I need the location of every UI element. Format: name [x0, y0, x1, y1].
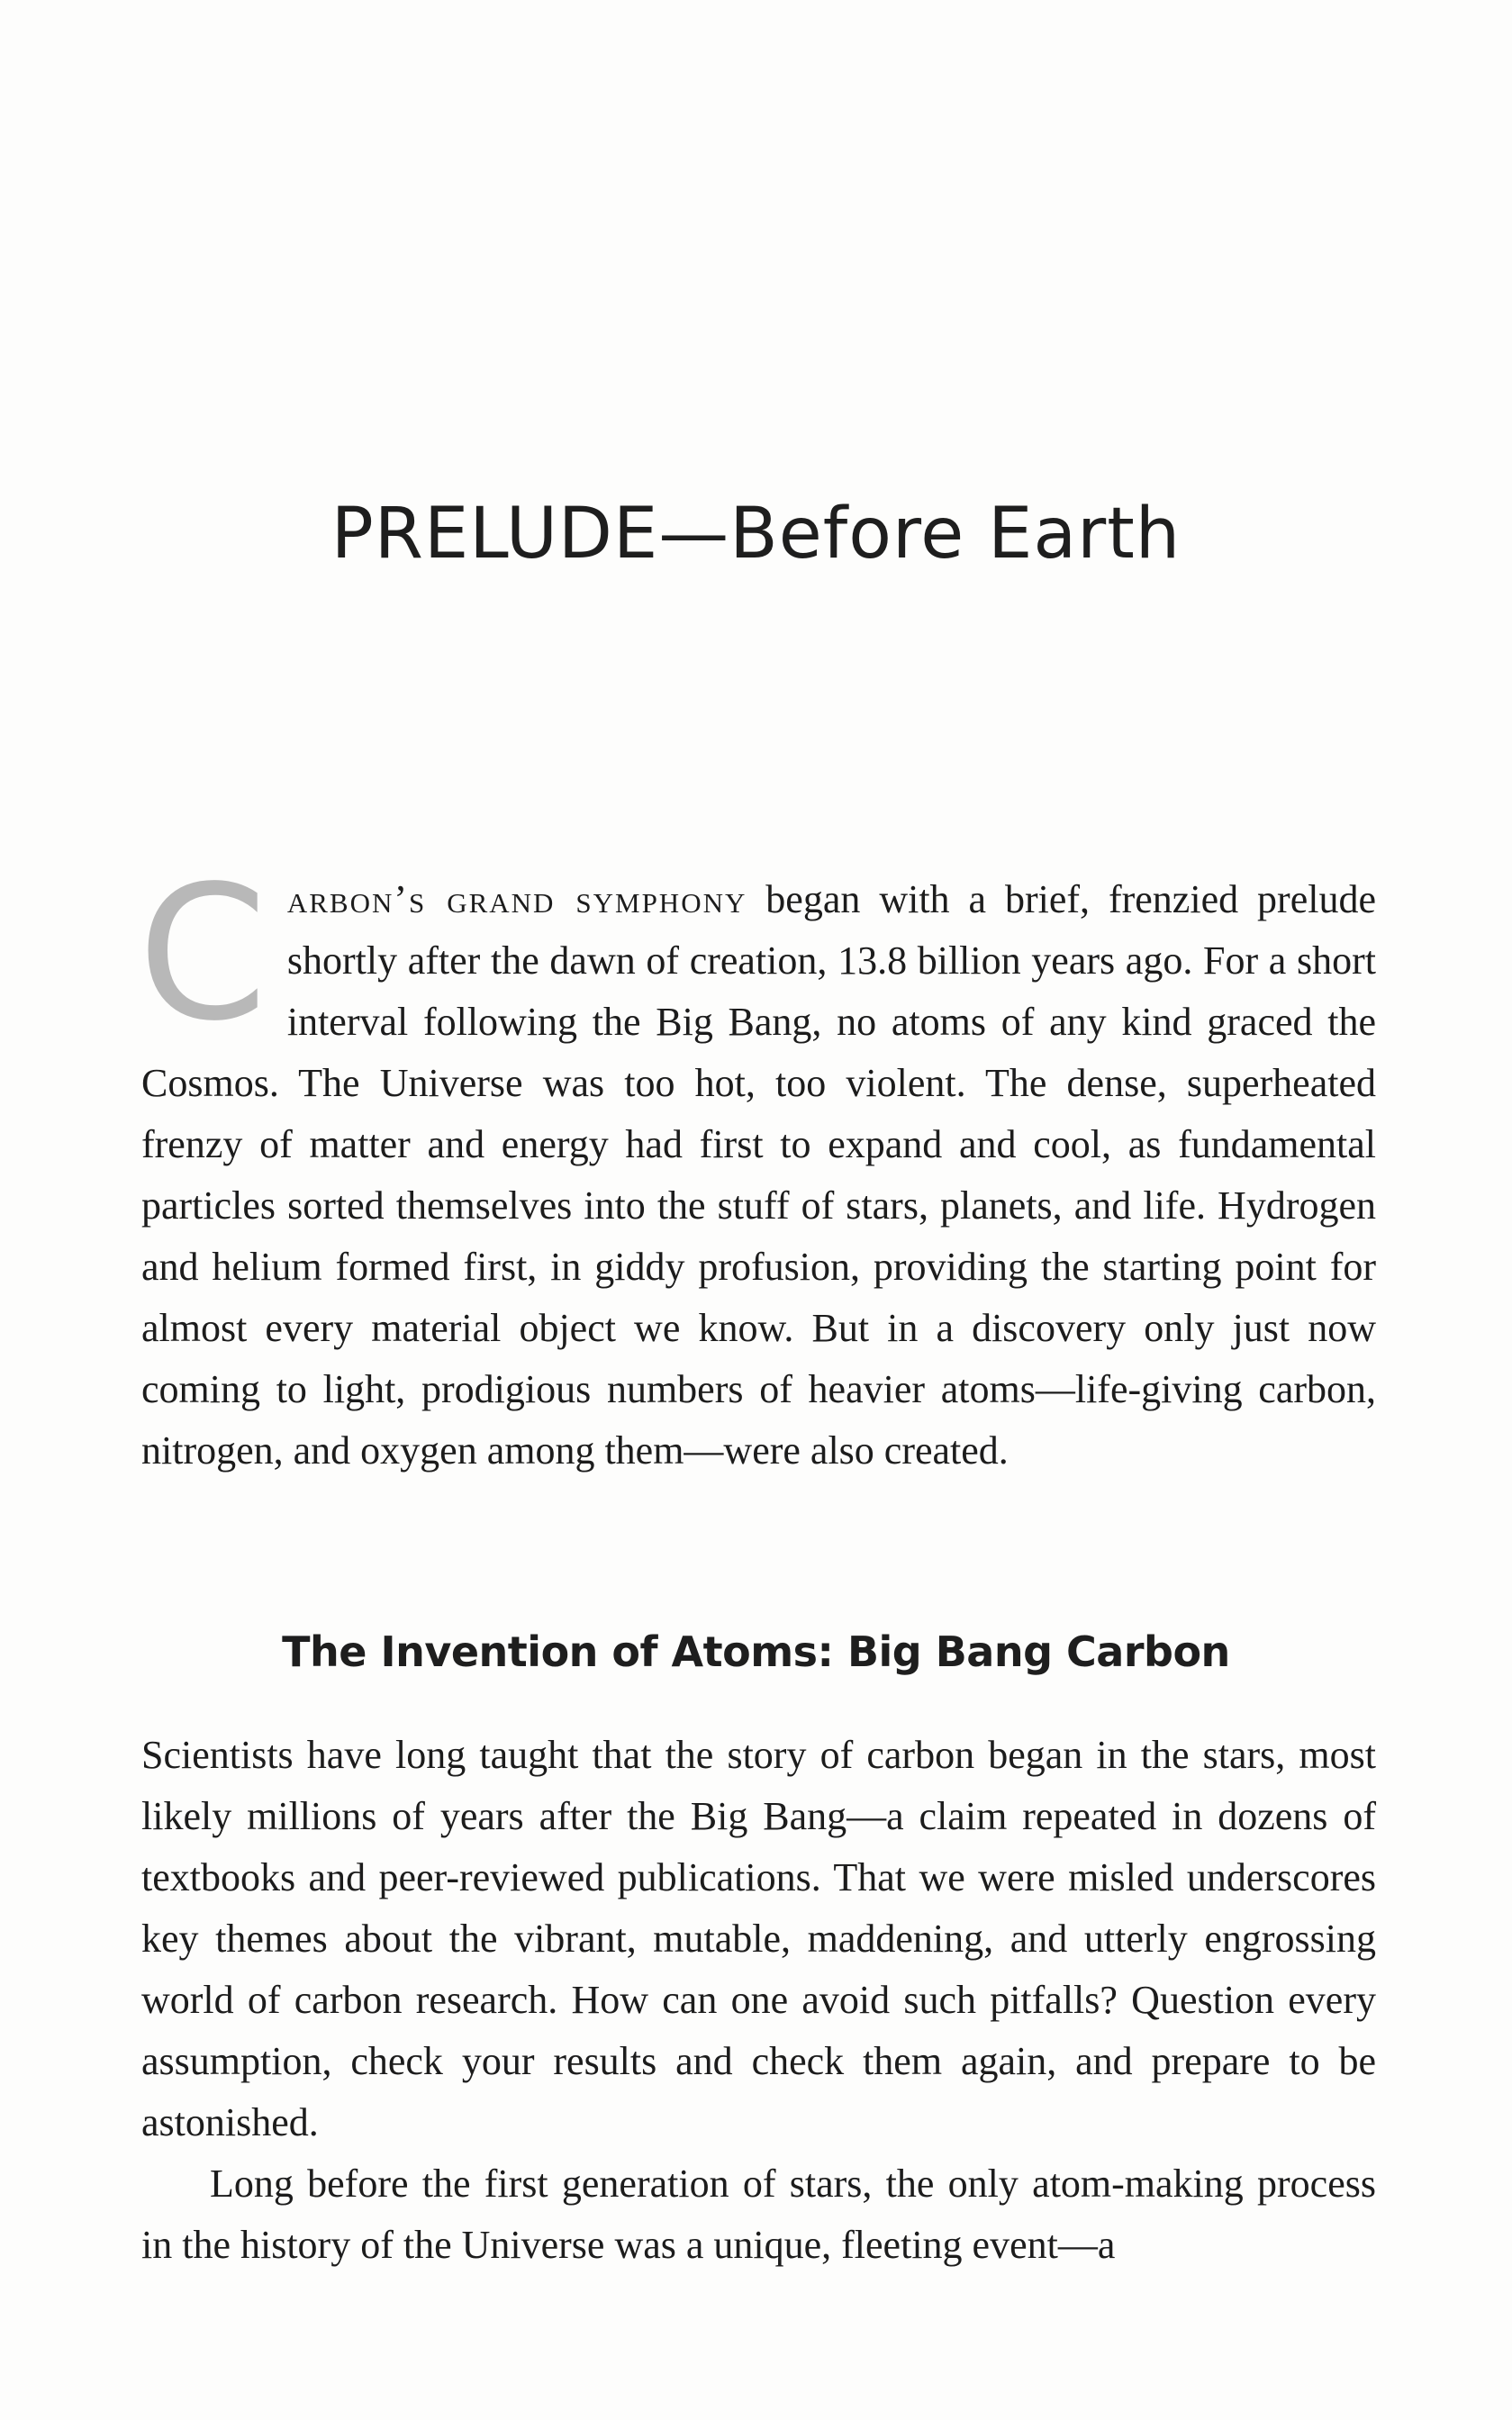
section-paragraph: Scientists have long taught that the story of carbon began in the stars, most likely millions of years after the Big Bang—a claim repeated in dozens of textbooks and peer-reviewed publications. That we were misled underscores key themes about the vibrant, mutable, maddening, and utterly engrossing world of carbon research. How can one avoid such pitfalls? Question every assumption, check your results and check them again, and prepare to be astonished.: [141, 1733, 1376, 2144]
drop-cap: C: [138, 846, 267, 1062]
section-body: [141, 1725, 1376, 2276]
section-heading: The Invention of Atoms: Big Bang Carbon: [282, 1627, 1230, 1676]
opening-paragraph: [138, 846, 1376, 1482]
chapter-title: PRELUDE—Before Earth: [330, 494, 1182, 575]
opening-smallcaps-lead: arbon’s grand symphony: [286, 877, 747, 921]
section-paragraph: Long before the first generation of stars, the only atom-making process in the history of the Universe was a unique, fleeting event—a: [141, 2162, 1376, 2267]
opening-text: began with a brief, frenzied prelude shortly after the dawn of creation, 13.8 billion years ago. For a short interval following the Big Bang, no atoms of any kind graced the Cosmos. The Universe was too hot, too violent. The dense, superheated frenzy of matter and energy had first to expand and cool, as fundamental particles sorted themselves into the stuff of stars, planets, and life. Hydrogen and helium formed first, in giddy profusion, providing the starting point for almost every material object we know. But in a discovery only just now coming to light, prodigious numbers of heavier atoms—life-giving carbon, nitrogen, and oxygen among them—were also created.: [141, 877, 1376, 1473]
